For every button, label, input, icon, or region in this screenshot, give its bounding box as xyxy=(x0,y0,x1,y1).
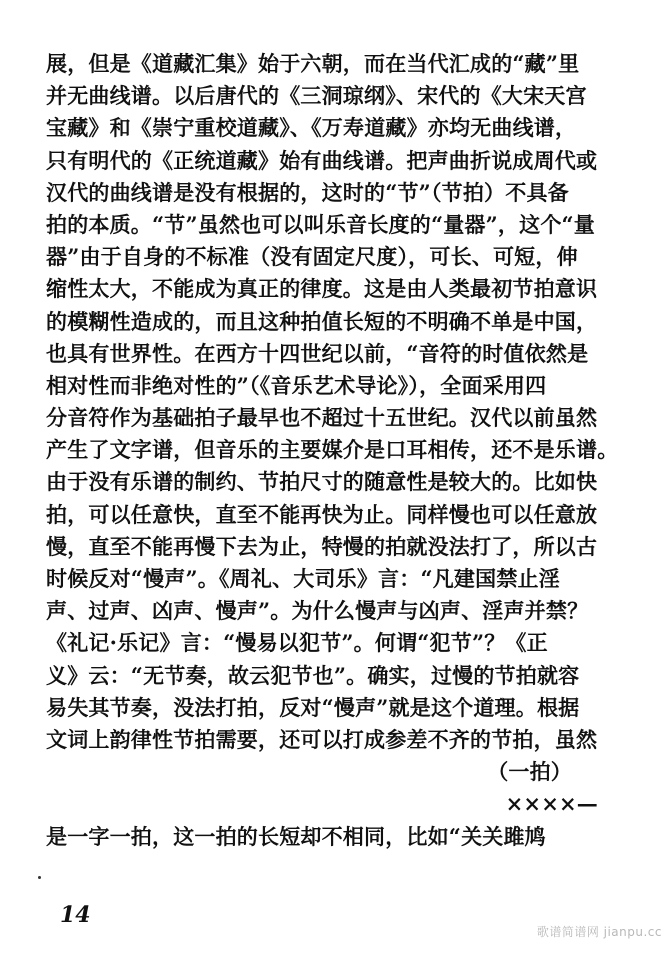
notation-label: （一拍） xyxy=(487,759,572,785)
text-line: 汉代的曲线谱是没有根据的，这时的“节”（节拍）不具备 xyxy=(46,179,569,205)
text-line: 易失其节奏，没法打拍，反对“慢声”就是这个道理。根据 xyxy=(46,694,580,720)
text-line-final: 是一字一拍，这一拍的长短却不相同，比如“关关雎鸠 xyxy=(46,823,546,849)
text-line: 声、过声、凶声、慢声”。为什么慢声与凶声、淫声并禁？ xyxy=(46,598,589,624)
text-line: 拍的本质。“节”虽然也可以叫乐音长度的“量器”，这个“量 xyxy=(46,211,595,237)
text-line: 缩性太大，不能成为真正的律度。这是由人类最初节拍意识 xyxy=(46,276,598,302)
page-number: 14 xyxy=(60,902,91,928)
ink-speck xyxy=(38,876,41,879)
text-line: 由于没有乐谱的制约、节拍尺寸的随意性是较大的。比如快 xyxy=(46,469,598,495)
text-line: 产生了文字谱，但音乐的主要媒介是口耳相传，还不是乐谱。 xyxy=(46,437,619,463)
text-line: 也具有世界性。在西方十四世纪以前，“音符的时值依然是 xyxy=(46,340,589,366)
text-line: 的模糊性造成的，而且这种拍值长短的不明确不单是中国， xyxy=(46,308,598,334)
text-line: 器”由于自身的不标准（没有固定尺度），可长、可短，伸 xyxy=(46,244,578,270)
body-text xyxy=(46,48,636,853)
text-line: 相对性而非绝对性的”（《音乐艺术导论》），全面采用四 xyxy=(46,372,547,398)
text-line: 并无曲线谱。以后唐代的《三洞琼纲》、宋代的《大宋天宫 xyxy=(46,83,587,109)
text-line: 义》云：“无节奏，故云犯节也”。确实，过慢的节拍就容 xyxy=(46,662,580,688)
text-line: 分音符作为基础拍子最早也不超过十五世纪。汉代以前虽然 xyxy=(46,405,598,431)
text-line: 时候反对“慢声”。《周礼、大司乐》言：“凡建国禁止淫 xyxy=(46,566,560,591)
text-line: 展，但是《道藏汇集》始于六朝，而在当代汇成的“藏”里 xyxy=(46,51,580,76)
notation-symbols: ××××— xyxy=(505,791,598,817)
watermark: 歌谱简谱网 jianpu.cc xyxy=(536,925,662,939)
text-line: 拍，可以任意快，直至不能再快为止。同样慢也可以任意放 xyxy=(46,501,598,527)
text-line: 《礼记·乐记》言：“慢易以犯节”。何谓“犯节”？《正 xyxy=(46,630,548,656)
text-line: 宝藏》和《崇宁重校道藏》、《万寿道藏》亦均无曲线谱， xyxy=(46,115,577,141)
text-line: 文词上韵律性节拍需要，还可以打成参差不齐的节拍，虽然 xyxy=(46,726,598,752)
text-line: 慢，直至不能再慢下去为止，特慢的拍就没法打了，所以古 xyxy=(46,533,598,559)
text-line: 只有明代的《正统道藏》始有曲线谱。把声曲折说成周代或 xyxy=(46,147,598,173)
